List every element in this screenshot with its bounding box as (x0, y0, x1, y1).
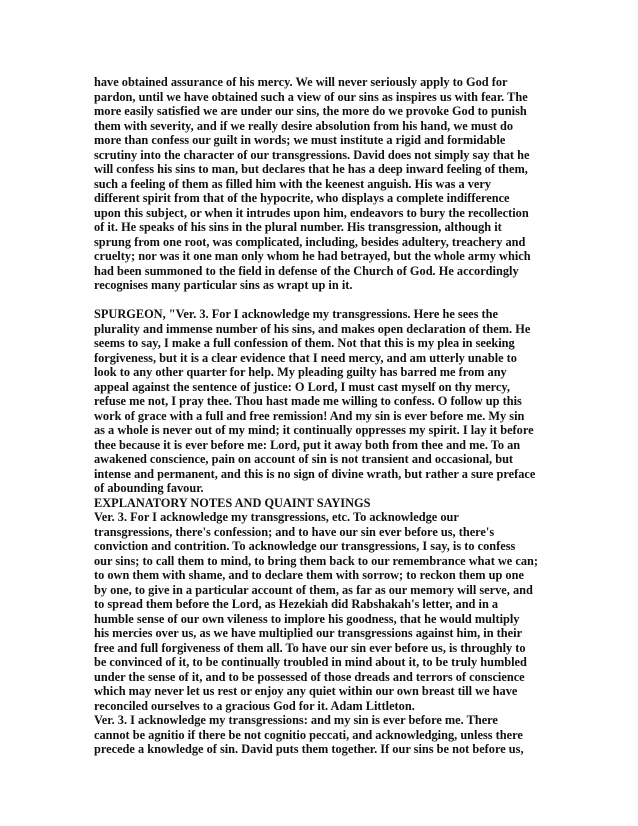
text-line: scrutiny into the character of our transgressions. David does not simply say that he (94, 147, 530, 162)
text-line: SPURGEON, "Ver. 3. For I acknowledge my transgressions. Here he sees the (94, 307, 499, 321)
text-line: which may never let us rest or enjoy any quiet within our own breast till we have (94, 684, 518, 698)
text-line: cruelty; nor was it one man only whom he had betrayed, but the whole army which (94, 249, 531, 263)
text-line: them with severity, and if we really desire absolution from his hand, we must do (94, 118, 514, 133)
text-line: different spirit from that of the hypocrite, who displays a complete indifference (94, 191, 510, 205)
text-line: had been summoned to the field in defense of the Church of God. He accordingly (94, 263, 519, 278)
text-line: look to any other quarter for help. My pleading guilty has barred me from any (94, 365, 507, 379)
text-line: Ver. 3. For I acknowledge my transgressions, etc. To acknowledge our (94, 510, 459, 524)
text-line: upon this subject, or when it intrudes upon him, endeavors to bury the recollection (94, 205, 529, 220)
paragraph-gap (94, 293, 554, 308)
text-line: his mercies over us, as we have multiplied our transgressions against him, in their (94, 626, 523, 640)
text-line: refuse me not, I pray thee. Thou hast made me willing to confess. O follow up this (94, 394, 522, 408)
text-line: as a whole is never out of my mind; it continually oppresses my spirit. I lay it before (94, 423, 534, 437)
text-line: of abounding favour. (94, 481, 204, 495)
text-line: transgressions, there's confession; and to have our sin ever before us, there's (94, 524, 495, 539)
text-line: precede a knowledge of sin. David puts them together. If our sins be not before us, (94, 742, 524, 756)
text-line: to spread them before the Lord, as Hezekiah did Rabshakah's letter, and in a (94, 597, 499, 611)
text-line: more than confess our guilt in words; we must institute a rigid and formidable (94, 133, 506, 147)
text-line: our sins; to call them to mind, to bring them back to our remembrance what we can; (94, 553, 539, 568)
text-line: thee because it is ever before me: Lord, put it away both from thee and me. To an (94, 437, 521, 452)
paragraph-calvin (94, 75, 554, 293)
text-line: appeal against the sentence of justice: O Lord, I must cast myself on thy mercy, (94, 379, 510, 394)
text-line: will confess his sins to man, but declares that he has a deep inward feeling of them, (94, 162, 528, 176)
text-line: EXPLANATORY NOTES AND QUAINT SAYINGS (94, 495, 371, 510)
text-line: be convinced of it, to be continually troubled in mind about it, to be truly humbled (94, 655, 527, 669)
text-line: have obtained assurance of his mercy. We will never seriously apply to God for (94, 75, 508, 89)
text-line: reconciled ourselves to a gracious God for it. Adam Littleton. (94, 698, 415, 713)
text-line: of it. He speaks of his sins in the plural number. His transgression, although it (94, 220, 502, 234)
text-line: free and full forgiveness of them all. To have our sin ever before us, is throughly to (94, 640, 526, 655)
text-line: forgiveness, but it is a clear evidence that I need mercy, and am utterly unable to (94, 350, 517, 365)
text-line: more easily satisfied we are under our sins, the more do we provoke God to punish (94, 104, 527, 118)
text-line: humble sense of our own vileness to implore his goodness, that he would multiply (94, 611, 520, 626)
text-line: cannot be agnitio if there be not cognitio peccati, and acknowledging, unless there (94, 727, 523, 742)
text-line: sprung from one root, was complicated, including, besides adultery, treachery and (94, 234, 526, 249)
text-line: intense and permanent, and this is no sign of divine wrath, but rather a sure preface (94, 466, 536, 481)
text-line: pardon, until we have obtained such a view of our sins as inspires us with fear. The (94, 89, 528, 104)
text-line: plurality and immense number of his sins, and makes open declaration of them. He (94, 321, 531, 336)
text-line: Ver. 3. I acknowledge my transgressions: and my sin is ever before me. There (94, 713, 498, 727)
text-line: under the sense of it, and to be possessed of those dreads and terrors of conscience (94, 669, 525, 684)
paragraph-spurgeon (94, 307, 554, 757)
text-line: recognises many particular sins as wrapt up in it. (94, 278, 353, 292)
text-line: to own them with shame, and to declare them with sorrow; to reckon them up one (94, 568, 524, 582)
text-line: by one, to give in a particular account of them, as far as our memory will serve, and (94, 582, 533, 597)
document-page (94, 75, 554, 757)
text-line: awakened conscience, pain on account of sin is not transient and occasional, but (94, 452, 514, 466)
text-line: seems to say, I make a full confession of them. Not that this is my plea in seeking (94, 336, 515, 350)
text-line: conviction and contrition. To acknowledge our transgressions, I say, is to confess (94, 539, 516, 553)
text-line: work of grace with a full and free remission! And my sin is ever before me. My sin (94, 408, 525, 423)
text-line: such a feeling of them as filled him with the keenest anguish. His was a very (94, 176, 492, 191)
